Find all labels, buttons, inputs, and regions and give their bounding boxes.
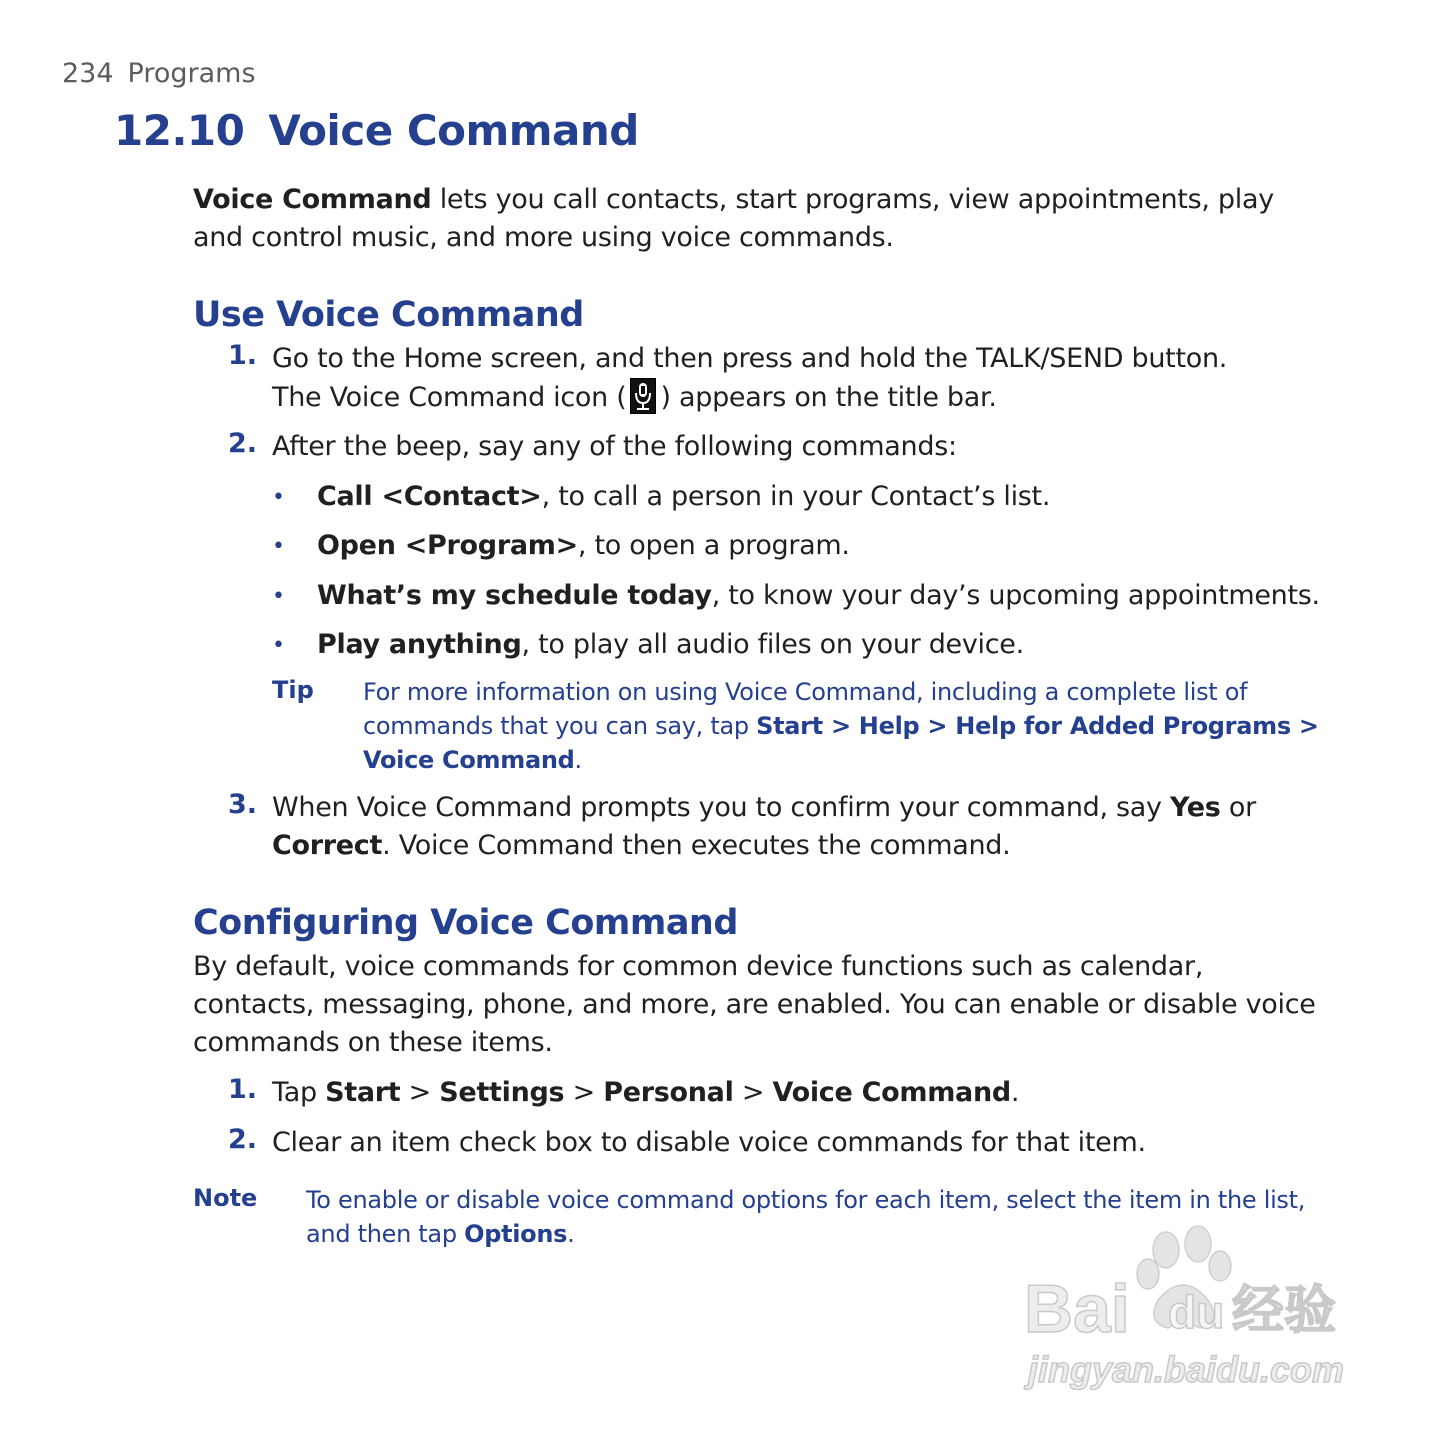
page-title	[114, 106, 639, 155]
use-step3-line1: When Voice Command prompts you to confirm your command, say	[272, 792, 1171, 823]
config-step1-number: 1.	[228, 1074, 258, 1105]
intro-line1: lets you call contacts, start programs, view appointments, play	[431, 184, 1274, 215]
note-line1: To enable or disable voice command options for each item, select the item in the list,	[306, 1186, 1306, 1214]
use-step3-correct: Correct	[272, 830, 383, 861]
config-section-heading: Configuring Voice Command	[193, 903, 738, 943]
command-item	[317, 478, 1050, 516]
command-bold: Play anything	[317, 629, 522, 660]
command-item	[317, 527, 850, 565]
config-paragraph	[193, 948, 1316, 1062]
config-para-line: By default, voice commands for common device functions such as calendar,	[193, 951, 1204, 982]
use-step1-line2-before: The Voice Command icon (	[272, 382, 627, 413]
use-step2-text: After the beep, say any of the following commands:	[272, 431, 957, 462]
command-desc: , to open a program.	[577, 530, 850, 561]
menu-path-start: Start	[325, 1077, 401, 1108]
bullet-marker: •	[272, 584, 285, 609]
config-step2-text: Clear an item check box to disable voice commands for that item.	[272, 1127, 1146, 1158]
use-step3-or: or	[1220, 792, 1256, 823]
use-step2-number: 2.	[228, 428, 258, 459]
config-step2-number: 2.	[228, 1124, 258, 1155]
tip-label: Tip	[272, 676, 314, 704]
menu-path-voice-command: Voice Command	[772, 1077, 1011, 1108]
menu-path-sep: >	[733, 1077, 773, 1108]
use-step1-line2-after: ) appears on the title bar.	[660, 382, 997, 413]
config-step1-end: .	[1010, 1077, 1020, 1108]
command-bold: Call <Contact>	[317, 481, 542, 512]
note-line2-plain: and then tap	[306, 1220, 465, 1248]
svg-text:经验: 经验	[1232, 1282, 1337, 1340]
use-section-heading: Use Voice Command	[193, 295, 584, 335]
note-line2-end: .	[567, 1220, 575, 1248]
use-step3-number: 3.	[228, 789, 258, 820]
title-number: 12.10	[114, 106, 245, 155]
tip-line3-path: Voice Command	[363, 746, 575, 774]
tip-line1: For more information on using Voice Command, including a complete list of	[363, 678, 1248, 706]
command-desc: , to know your day’s upcoming appointments.	[711, 580, 1320, 611]
bullet-marker: •	[272, 534, 285, 559]
note-options: Options	[464, 1220, 568, 1248]
intro-bold: Voice Command	[193, 184, 432, 215]
svg-text:Bai: Bai	[1024, 1271, 1130, 1347]
command-desc: , to play all audio files on your device.	[521, 629, 1024, 660]
tip-line2-path: Start > Help > Help for Added Programs >	[756, 712, 1319, 740]
menu-path-personal: Personal	[603, 1077, 734, 1108]
command-bold: Open <Program>	[317, 530, 578, 561]
svg-text:jingyan.baidu.com: jingyan.baidu.com	[1028, 1349, 1345, 1390]
command-item	[317, 626, 1024, 664]
note-label: Note	[193, 1184, 258, 1212]
intro-line2: and control music, and more using voice commands.	[193, 222, 894, 253]
config-para-line: contacts, messaging, phone, and more, are enabled. You can enable or disable voice	[193, 989, 1316, 1020]
baidu-watermark	[1018, 1222, 1358, 1392]
config-step1-plain: Tap	[272, 1077, 326, 1108]
use-step3-line2: . Voice Command then executes the command.	[382, 830, 1011, 861]
menu-path-sep: >	[564, 1077, 604, 1108]
menu-path-sep: >	[400, 1077, 440, 1108]
page-number: 234	[62, 58, 114, 89]
command-desc: , to call a person in your Contact’s list.	[541, 481, 1051, 512]
paw-icon	[1018, 1222, 1358, 1392]
title-text: Voice Command	[268, 106, 639, 155]
tip-text	[363, 675, 1319, 777]
tip-line2-plain: commands that you can say, tap	[363, 712, 757, 740]
config-para-line: commands on these items.	[193, 1027, 553, 1058]
command-bold: What’s my schedule today	[317, 580, 712, 611]
page-header	[62, 58, 256, 89]
menu-path-settings: Settings	[439, 1077, 565, 1108]
use-step1-number: 1.	[228, 340, 258, 371]
use-step1-line1: Go to the Home screen, and then press and hold the TALK/SEND button.	[272, 343, 1228, 374]
use-step3-text	[272, 789, 1256, 865]
section-name: Programs	[127, 58, 256, 89]
microphone-icon	[630, 378, 656, 414]
bullet-marker: •	[272, 485, 285, 510]
config-step1-text	[272, 1074, 1019, 1112]
svg-text:du: du	[1168, 1286, 1225, 1338]
intro-paragraph	[193, 181, 1274, 257]
tip-line3-end: .	[574, 746, 582, 774]
use-step3-yes: Yes	[1170, 792, 1221, 823]
use-step1-text	[272, 340, 1227, 417]
command-item	[317, 577, 1320, 615]
bullet-marker: •	[272, 633, 285, 658]
